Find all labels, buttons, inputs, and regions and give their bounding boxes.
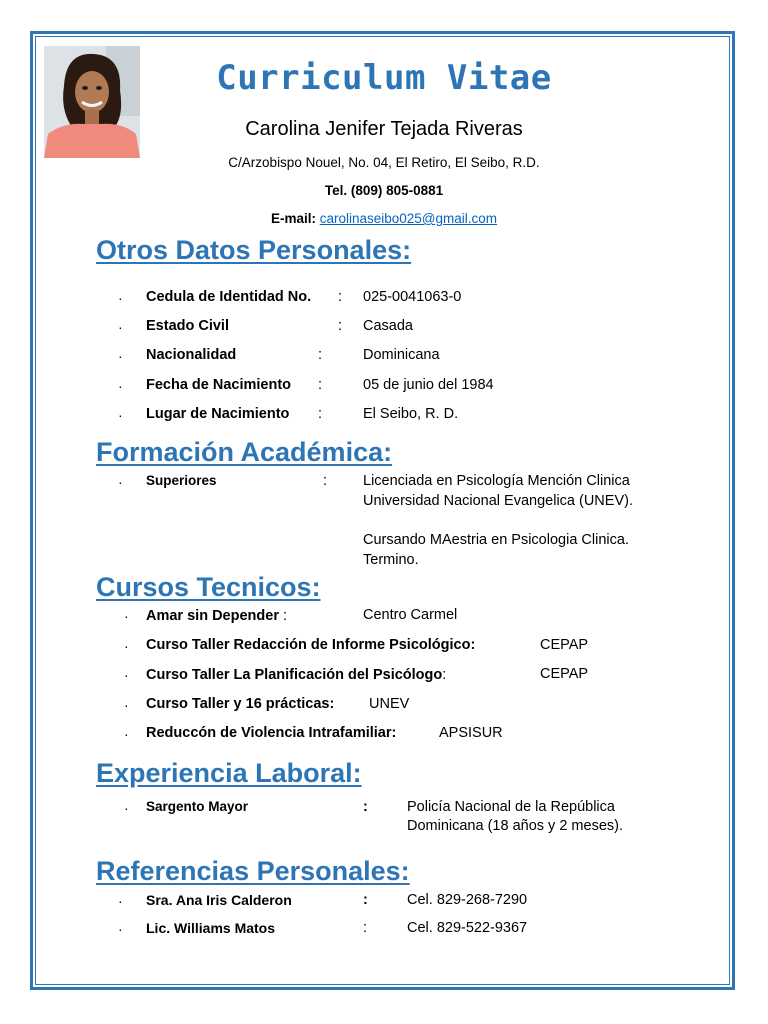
course-colon-3: : — [442, 667, 447, 683]
experience-label: Sargento Mayor — [146, 799, 249, 814]
experience-colon: : — [363, 799, 368, 815]
candidate-name: Carolina Jenifer Tejada Riveras — [245, 118, 523, 140]
email-line — [0, 211, 768, 226]
personal-value-birthdate: 05 de junio del 1984 — [363, 377, 494, 393]
education-line-2: Universidad Nacional Evangelica (UNEV). — [363, 493, 633, 509]
section-heading-education: Formación Académica: — [96, 437, 393, 467]
course-value-5: APSISUR — [439, 725, 503, 741]
section-heading-experience: Experiencia Laboral: — [96, 758, 362, 788]
personal-value-birthplace: El Seibo, R. D. — [363, 406, 459, 422]
reference-name-2: Lic. Williams Matos — [146, 920, 276, 936]
email-label: E-mail: — [270, 211, 320, 226]
bullet: · — [118, 348, 123, 364]
reference-colon-1: : — [363, 892, 368, 908]
bullet: · — [124, 800, 129, 816]
course-value-4: UNEV — [369, 696, 410, 712]
course-label-4: Curso Taller y 16 prácticas: — [146, 696, 335, 712]
personal-label-birthplace: Lugar de Nacimiento — [146, 406, 290, 422]
reference-colon-2: : — [363, 920, 368, 936]
bullet: · — [124, 638, 129, 654]
course-label-2: Curso Taller Redacción de Informe Psicológico: — [146, 637, 476, 653]
bullet: · — [124, 726, 129, 742]
personal-label-id: Cedula de Identidad No. — [146, 289, 312, 305]
bullet: · — [118, 407, 123, 423]
phone-line: Tel. (809) 805-0881 — [324, 183, 444, 198]
bullet: · — [118, 893, 123, 909]
personal-colon-birthplace: : — [318, 406, 323, 422]
education-line-4: Termino. — [363, 552, 419, 568]
experience-line-2: Dominicana (18 años y 2 meses). — [407, 818, 623, 834]
bullet: · — [118, 378, 123, 394]
course-item-1 — [146, 607, 287, 625]
course-label-3: Curso Taller La Planificación del Psicólogo — [146, 667, 443, 683]
course-colon-1: : — [278, 608, 288, 624]
course-item-3 — [146, 666, 446, 684]
personal-colon-civil: : — [338, 318, 343, 334]
email-link[interactable]: carolinaseibo025@gmail.com — [319, 211, 498, 226]
education-line-3: Cursando MAestria en Psicologia Clinica. — [363, 532, 629, 548]
bullet: · — [124, 608, 129, 624]
personal-label-birthdate: Fecha de Nacimiento — [146, 377, 292, 393]
personal-colon-birthdate: : — [318, 377, 323, 393]
bullet: · — [118, 290, 123, 306]
bullet: · — [124, 667, 129, 683]
education-line-1: Licenciada en Psicología Mención Clinica — [363, 473, 630, 489]
education-label: Superiores — [146, 473, 217, 488]
course-label-5: Reduccón de Violencia Intrafamiliar: — [146, 725, 397, 741]
personal-colon-nationality: : — [318, 347, 323, 363]
reference-phone-2: Cel. 829-522-9367 — [407, 920, 528, 936]
reference-name-1: Sra. Ana Iris Calderon — [146, 892, 292, 908]
experience-line-1: Policía Nacional de la República — [407, 799, 615, 815]
personal-colon-id: : — [338, 289, 343, 305]
reference-phone-1: Cel. 829-268-7290 — [407, 892, 528, 908]
education-colon: : — [323, 473, 328, 489]
section-heading-references: Referencias Personales: — [96, 856, 410, 886]
personal-value-civil: Casada — [363, 318, 413, 334]
bullet: · — [118, 921, 123, 937]
bullet: · — [118, 474, 123, 490]
bullet: · — [118, 319, 123, 335]
personal-value-nationality: Dominicana — [363, 347, 440, 363]
course-label-1: Amar sin Depender — [146, 608, 279, 624]
section-heading-courses: Cursos Tecnicos: — [96, 572, 321, 602]
personal-value-id: 025-0041063-0 — [363, 289, 462, 305]
course-value-2: CEPAP — [540, 637, 589, 653]
document-title: Curriculum Vitae — [216, 58, 552, 98]
personal-label-nationality: Nacionalidad — [146, 347, 237, 363]
bullet: · — [124, 697, 129, 713]
personal-label-civil: Estado Civil — [146, 318, 229, 334]
page-border-inner — [35, 36, 730, 985]
course-value-3: CEPAP — [540, 666, 589, 682]
course-value-1: Centro Carmel — [363, 607, 458, 623]
address-line: C/Arzobispo Nouel, No. 04, El Retiro, El Seibo, R.D. — [228, 155, 540, 170]
section-heading-personal: Otros Datos Personales: — [96, 235, 412, 265]
